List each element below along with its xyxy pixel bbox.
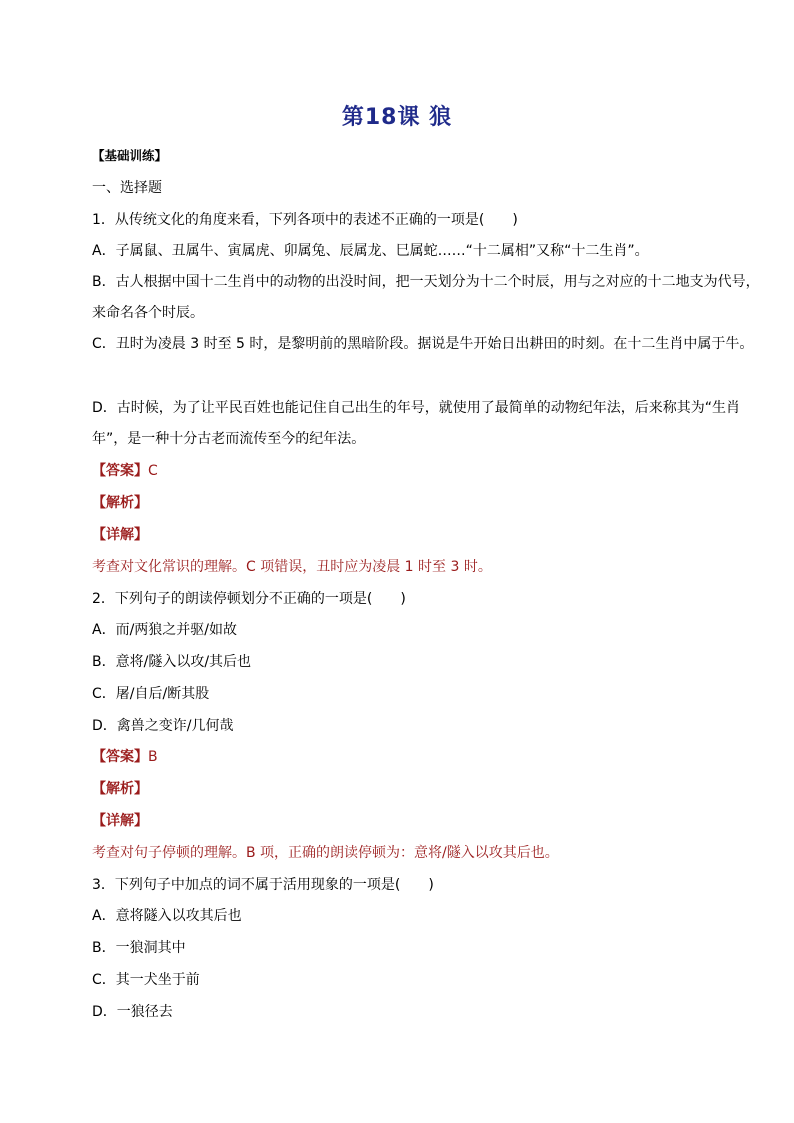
question-3-stem: 3．下列句子中加点的词不属于活用现象的一项是( ) — [92, 877, 434, 893]
question-1-option-c: C．丑时为凌晨 3 时至 5 时，是黎明前的黑暗阶段。据说是牛开始日出耕田的时刻。在十二生肖中属于牛。 — [92, 336, 754, 352]
question-2-option-c: C．屠/自后/断其股 — [92, 686, 210, 702]
question-2-answer — [92, 747, 732, 767]
question-2-detail-text: 考查对句子停顿的理解。B 项，正确的朗读停顿为：意将/隧入以攻其后也。 — [92, 845, 559, 861]
question-1-stem: 1．从传统文化的角度来看，下列各项中的表述不正确的一项是( ) — [92, 212, 518, 228]
question-2-stem: 2．下列句子的朗读停顿划分不正确的一项是( ) — [92, 591, 406, 607]
question-1-detail-text: 考查对文化常识的理解。C 项错误，丑时应为凌晨 1 时至 3 时。 — [92, 559, 492, 575]
question-1-answer — [92, 461, 732, 481]
answer-label: 【答案】 — [92, 463, 148, 479]
question-1-option-b-cont: 来命名各个时辰。 — [92, 305, 204, 321]
question-2-analysis-label: 【解析】 — [92, 781, 148, 797]
part-heading: 一、选择题 — [92, 180, 162, 196]
question-2-option-a: A．而/两狼之并驱/如故 — [92, 622, 238, 638]
question-2-detail-label: 【详解】 — [92, 813, 148, 829]
section-heading: 【基础训练】 — [92, 148, 168, 163]
question-1-analysis-label: 【解析】 — [92, 495, 148, 511]
answer-value: B — [148, 749, 158, 765]
question-3-option-c: C．其一犬坐于前 — [92, 972, 200, 988]
question-2-option-d: D．禽兽之变诈/几何哉 — [92, 718, 234, 734]
answer-label: 【答案】 — [92, 749, 148, 765]
page-title: 第18课 狼 — [341, 105, 453, 130]
question-1-option-b: B．古人根据中国十二生肖中的动物的出没时间，把一天划分为十二个时辰，用与之对应的十二地支为代号， — [92, 274, 760, 290]
question-2-option-b: B．意将/隧入以攻/其后也 — [92, 654, 252, 670]
question-1-detail-label: 【详解】 — [92, 527, 148, 543]
question-3-option-d: D．一狼径去 — [92, 1004, 173, 1020]
question-1-option-a: A．子属鼠、丑属牛、寅属虎、卯属兔、辰属龙、巳属蛇……“十二属相”又称“十二生肖”。 — [92, 243, 649, 259]
question-3-option-a: A．意将隧入以攻其后也 — [92, 908, 242, 924]
answer-value: C — [148, 463, 158, 479]
question-3-option-b: B．一狼洞其中 — [92, 940, 186, 956]
question-1-option-d-cont: 年”，是一种十分古老而流传至今的纪年法。 — [92, 431, 366, 447]
question-1-option-d: D．古时候，为了让平民百姓也能记住自己出生的年号，就使用了最简单的动物纪年法，后来称其为“生肖 — [92, 400, 741, 416]
